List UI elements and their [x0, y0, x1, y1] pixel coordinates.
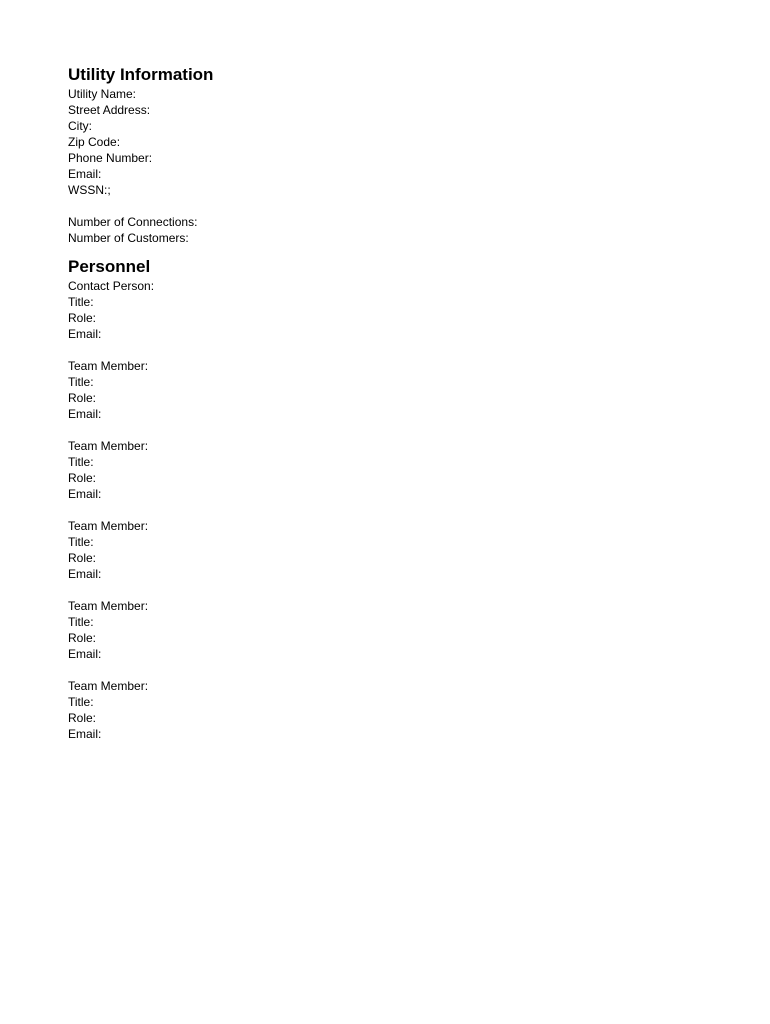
team-member-label: Team Member: [68, 359, 149, 373]
team-member-block [68, 678, 708, 742]
document-page [68, 64, 708, 742]
team-member-role-label: Role: [68, 631, 97, 645]
team-member-label: Team Member: [68, 599, 149, 613]
team-member-email-label: Email: [68, 407, 102, 421]
spacer [68, 502, 708, 518]
contact-person-block [68, 278, 708, 342]
team-member-role-label: Role: [68, 551, 97, 565]
spacer [68, 582, 708, 598]
team-member-label: Team Member: [68, 519, 149, 533]
team-member-title-label: Title: [68, 375, 94, 389]
team-member-email-label: Email: [68, 487, 102, 501]
spacer [68, 342, 708, 358]
zip-code-label: Zip Code: [68, 135, 121, 149]
team-member-role-label: Role: [68, 471, 97, 485]
utility-information-heading: Utility Information [68, 65, 214, 84]
team-member-block [68, 598, 708, 662]
section-spacer [68, 246, 708, 256]
team-member-role-label: Role: [68, 711, 97, 725]
utility-email-label: Email: [68, 167, 102, 181]
phone-number-label: Phone Number: [68, 151, 153, 165]
utility-information-section [68, 64, 708, 246]
contact-role-label: Role: [68, 311, 97, 325]
team-member-label: Team Member: [68, 439, 149, 453]
team-member-block [68, 358, 708, 422]
team-member-email-label: Email: [68, 647, 102, 661]
team-member-block [68, 518, 708, 582]
city-label: City: [68, 119, 92, 133]
contact-title-label: Title: [68, 295, 94, 309]
contact-email-label: Email: [68, 327, 102, 341]
spacer [68, 662, 708, 678]
team-member-title-label: Title: [68, 535, 94, 549]
wssn-label: WSSN:; [68, 183, 111, 197]
team-member-title-label: Title: [68, 695, 94, 709]
team-member-title-label: Title: [68, 615, 94, 629]
spacer [68, 198, 708, 214]
team-member-role-label: Role: [68, 391, 97, 405]
team-member-title-label: Title: [68, 455, 94, 469]
team-member-block [68, 438, 708, 502]
contact-person-label: Contact Person: [68, 279, 155, 293]
personnel-section [68, 256, 708, 742]
team-member-label: Team Member: [68, 679, 149, 693]
personnel-heading: Personnel [68, 257, 151, 276]
team-member-email-label: Email: [68, 727, 102, 741]
number-of-customers-label: Number of Customers: [68, 231, 189, 245]
utility-name-label: Utility Name: [68, 87, 137, 101]
number-of-connections-label: Number of Connections: [68, 215, 198, 229]
spacer [68, 422, 708, 438]
street-address-label: Street Address: [68, 103, 151, 117]
team-member-email-label: Email: [68, 567, 102, 581]
